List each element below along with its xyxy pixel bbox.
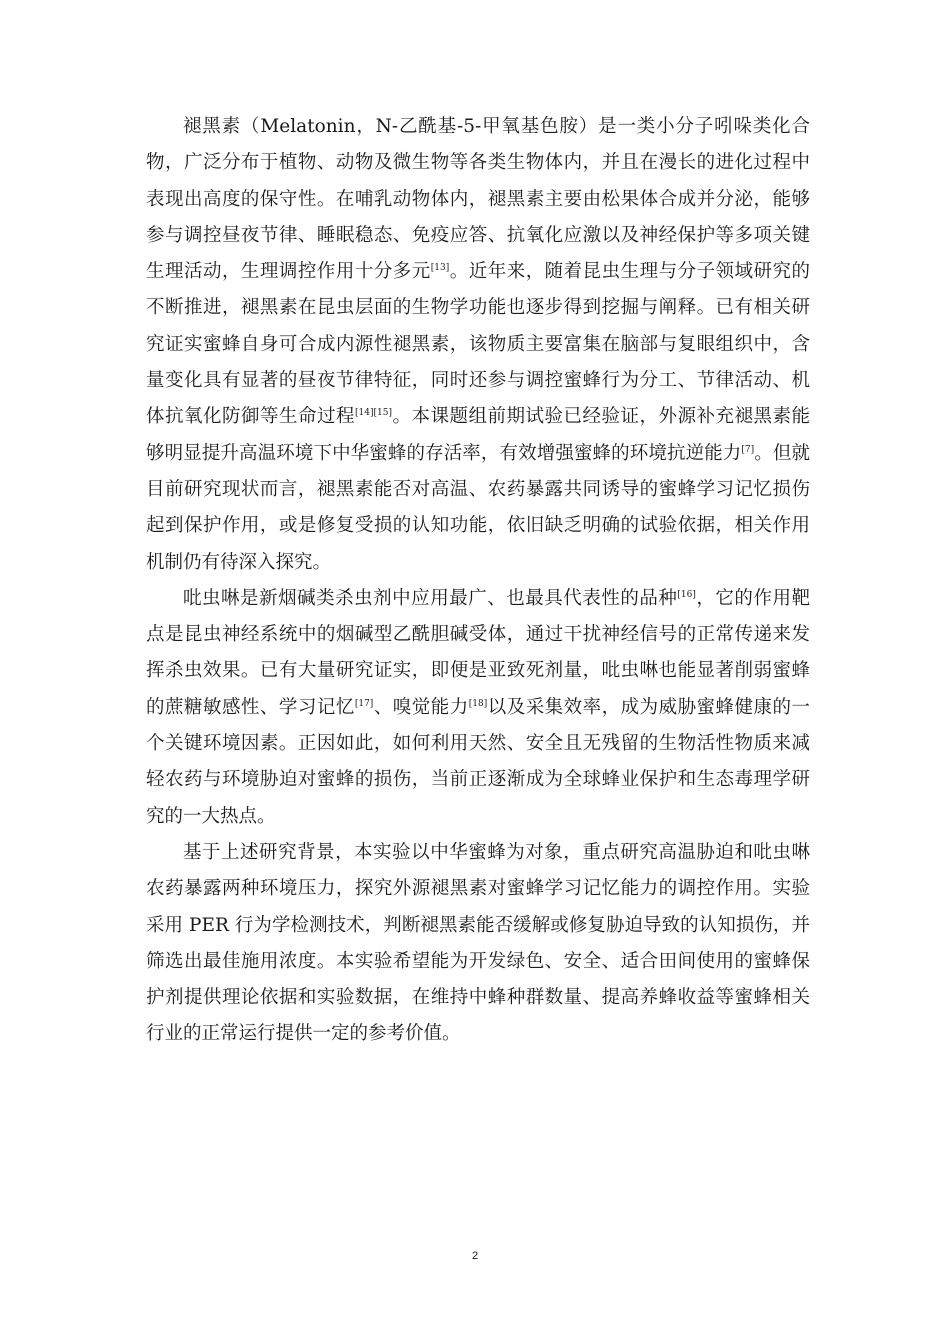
paragraph-text: ，它的作用靶点是昆虫神经系统中的烟碱型乙酰胆碱受体，通过干扰神经信号的正常传递来发挥杀虫效果。已有大量研究证实，即便是亚致死剂量，吡虫啉也能显著削弱蜜蜂的蔗糖敏感性、学习记忆: [146, 587, 810, 718]
body-text: [146, 109, 810, 1053]
paragraph-text: 。但就目前研究现状而言，褪黑素能否对高温、农药暴露共同诱导的蜜蜂学习记忆损伤起到保护作用，或是修复受损的认知功能，依旧缺乏明确的试验依据，相关作用机制仍有待深入探究。: [146, 442, 810, 573]
page-number: 2: [471, 1250, 479, 1262]
paragraph-text: 吡虫啉是新烟碱类杀虫剂中应用最广、也最具代表性的品种: [183, 587, 678, 609]
citation-superscript: [16]: [677, 589, 696, 600]
citation-superscript: [18]: [468, 698, 488, 709]
citation-superscript: [17]: [354, 698, 374, 709]
paragraph-text: 。本课题组前期试验已经验证，外源补充褪黑素能够明显提升高温环境下中华蜜蜂的存活率，有效增强蜜蜂的环境抗逆能力: [146, 406, 810, 464]
paragraph-text: 、嗅觉能力: [373, 696, 469, 718]
paragraph: [146, 109, 810, 581]
paragraph: [146, 581, 810, 835]
paragraph-text: 。近年来，随着昆虫生理与分子领域研究的不断推进，褪黑素在昆虫层面的生物学功能也逐步得到挖掘与阐释。已有相关研究证实蜜蜂自身可合成内源性褪黑素，该物质主要富集在脑部与复眼组织中，含量变化具有显著的昼夜节律特征，同时还参与调控蜜蜂行为分工、节律活动、机体抗氧化防御等生命过程: [146, 261, 810, 428]
paragraph-text: 基于上述研究背景，本实验以中华蜜蜂为对象，重点研究高温胁迫和吡虫啉农药暴露两种环境压力，探究外源褪黑素对蜜蜂学习记忆能力的调控作用。实验采用 PER 行为学检测技术，判断褪黑素能否缓解或修复胁迫导致的认知损伤，并筛选出最佳施用浓度。本实验希望能为开发绿色、安全、适合田间使用的蜜蜂保护剂提供理论依据和实验数据，在维持中蜂种群数量、提高养蜂收益等蜜蜂相关行业的正常运行提供一定的参考价值。: [146, 841, 810, 1045]
citation-superscript: [14][15]: [355, 408, 392, 419]
paragraph: [146, 835, 810, 1053]
citation-superscript: [13]: [430, 263, 450, 274]
paragraph-text: 以及采集效率，成为威胁蜜蜂健康的一个关键环境因素。正因如此，如何利用天然、安全且无残留的生物活性物质来减轻农药与环境胁迫对蜜蜂的损伤，当前正逐渐成为全球蜂业保护和生态毒理学研究的一大热点。: [146, 696, 810, 827]
citation-superscript: [7]: [741, 444, 755, 455]
paragraph-text: 褪黑素（Melatonin，N-乙酰基-5-甲氧基色胺）是一类小分子吲哚类化合物，广泛分布于植物、动物及微生物等各类生物体内，并且在漫长的进化过程中表现出高度的保守性。在哺乳动物体内，褪黑素主要由松果体合成并分泌，能够参与调控昼夜节律、睡眠稳态、免疫应答、抗氧化应激以及神经保护等多项关键生理活动，生理调控作用十分多元: [146, 116, 810, 283]
